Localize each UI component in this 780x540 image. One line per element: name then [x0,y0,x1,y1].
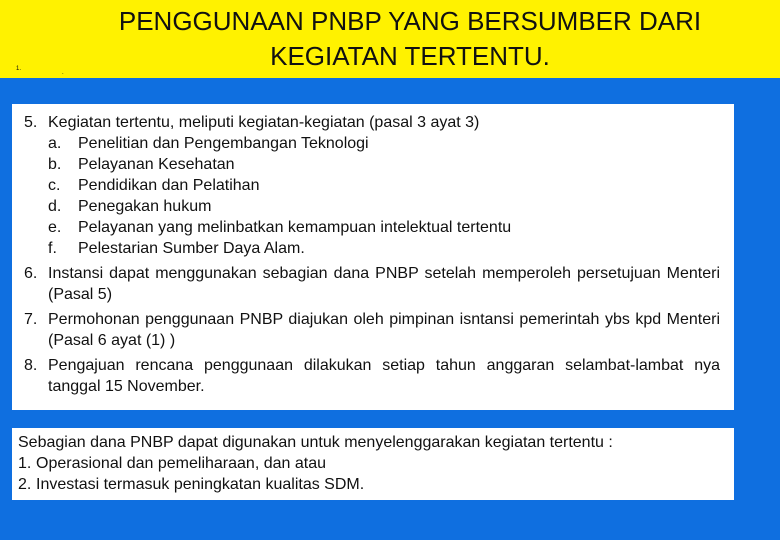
sub-item-letter: d. [48,198,62,215]
sub-item-a [48,133,720,154]
list-item-number: 7. [24,311,38,328]
note-item-2 [12,474,734,495]
small-number-marker: 1. [16,66,22,72]
sub-item-letter: c. [48,177,61,194]
list-item-number: 6. [24,265,38,282]
sub-item-letter: f. [48,240,57,257]
slide-title [40,4,780,74]
list-item-number: 5. [24,114,38,131]
sub-item-text: Pelayanan yang melinbatkan kemampuan intelektual tertentu [78,219,512,236]
note-item-number: 1. [18,455,32,472]
note-item-1 [12,453,734,474]
sub-item-letter: b. [48,156,62,173]
list-item-6 [12,263,734,305]
sub-item-text: Pendidikan dan Pelatihan [78,177,260,194]
note-box [12,428,734,500]
list-item-text: Instansi dapat menggunakan sebagian dana PNBP setelah memperoleh persetujuan Menteri (Pasal 5) [48,265,720,303]
list-item-text: Kegiatan tertentu, meliputi kegiatan-kegiatan (pasal 3 ayat 3) [48,114,480,131]
sub-item-c [48,175,720,196]
slide-title-line-1: PENGGUNAAN PNBP YANG BERSUMBER DARI [118,6,702,36]
note-intro: Sebagian dana PNBP dapat digunakan untuk menyelenggarakan kegiatan tertentu : [18,434,613,451]
small-dot-marker: . [62,70,64,76]
list-item-5 [12,112,734,259]
note-item-number: 2. [18,476,32,493]
sub-list [48,133,720,259]
sub-item-letter: a. [48,135,62,152]
sub-item-text: Penegakan hukum [78,198,212,215]
slide-title-line-2: KEGIATAN TERTENTU. [270,41,550,71]
sub-item-text: Pelayanan Kesehatan [78,156,235,173]
sub-item-b [48,154,720,175]
main-list [12,112,734,397]
list-item-text: Pengajuan rencana penggunaan dilakukan setiap tahun anggaran selambat-lambat nya tanggal 15 November. [48,357,720,395]
sub-item-e [48,217,720,238]
note-item-text: Investasi termasuk peningkatan kualitas SDM. [36,476,365,493]
list-item-text: Permohonan penggunaan PNBP diajukan oleh pimpinan isntansi pemerintah ybs kpd Menteri (Pasal 6 ayat (1) ) [48,311,720,349]
sub-item-f [48,238,720,259]
sub-item-d [48,196,720,217]
sub-item-letter: e. [48,219,62,236]
main-content-box [12,104,734,410]
title-band [0,0,780,78]
sub-item-text: Pelestarian Sumber Daya Alam. [78,240,305,257]
list-item-7 [12,309,734,351]
list-item-8 [12,355,734,397]
note-item-text: Operasional dan pemeliharaan, dan atau [36,455,326,472]
sub-item-text: Penelitian dan Pengembangan Teknologi [78,135,369,152]
list-item-number: 8. [24,357,38,374]
